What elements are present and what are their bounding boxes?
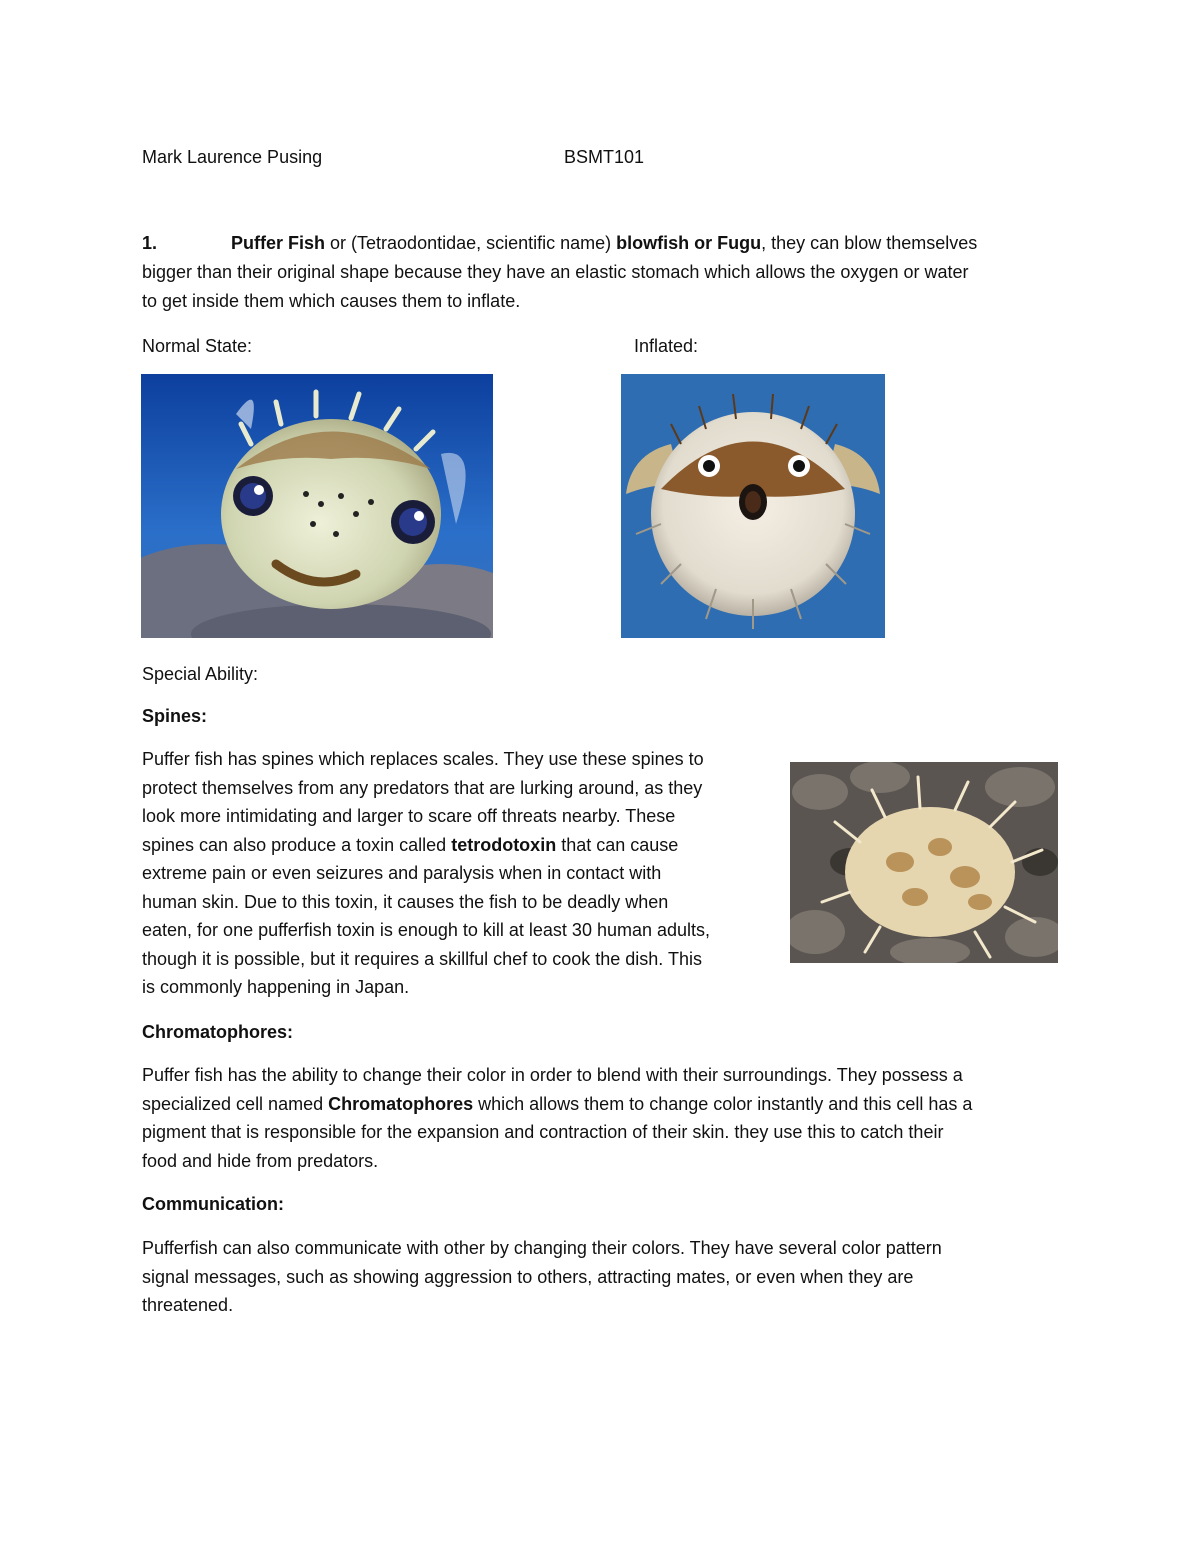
intro-line-3: to get inside them which causes them to inflate. bbox=[142, 291, 521, 311]
tetrodotoxin-term: tetrodotoxin bbox=[451, 834, 557, 855]
spines-heading-text: Spines: bbox=[142, 706, 208, 726]
blowfish-term: blowfish or Fugu bbox=[616, 233, 762, 253]
normal-state-caption: Normal State: bbox=[142, 336, 253, 356]
spines-line-6: human skin. Due to this toxin, it causes the fish to be deadly when bbox=[142, 891, 669, 912]
chromatophores-heading bbox=[142, 1018, 293, 1047]
dried-pufferfish-photo bbox=[790, 762, 1058, 963]
spines-line-1: Puffer fish has spines which replaces scales. They use these spines to bbox=[142, 749, 704, 769]
communication-heading bbox=[142, 1190, 284, 1219]
spines-line-4-pre: spines can also produce a toxin called bbox=[142, 834, 452, 855]
spines-paragraph bbox=[142, 745, 782, 1002]
normal-pufferfish-photo bbox=[141, 374, 493, 638]
spines-line-4-post: that can cause bbox=[556, 834, 679, 855]
communication-line-2: signal messages, such as showing aggression to others, attracting mates, or even when they are bbox=[142, 1266, 914, 1287]
chromatophores-heading-text: Chromatophores: bbox=[142, 1022, 294, 1042]
course-code: BSMT101 bbox=[564, 147, 645, 167]
inflated-caption: Inflated: bbox=[634, 336, 699, 356]
spines-line-8: though it is possible, but it requires a skillful chef to cook the dish. This bbox=[142, 948, 702, 969]
chromatophores-line-4: food and hide from predators. bbox=[142, 1150, 379, 1171]
intro-line-2: bigger than their original shape because they have an elastic stomach which allows the oxygen or water bbox=[142, 262, 969, 282]
chromatophores-line-2-pre: specialized cell named bbox=[142, 1093, 329, 1114]
spines-line-7: eaten, for one pufferfish toxin is enough to kill at least 30 human adults, bbox=[142, 920, 711, 940]
chromatophores-line-1: Puffer fish has the ability to change their color in order to blend with their surroundings. They possess a bbox=[142, 1065, 963, 1085]
spines-line-2: protect themselves from any predators that are lurking around, as they bbox=[142, 777, 703, 798]
chromatophores-line-2-post: which allows them to change color instantly and this cell has a bbox=[473, 1093, 973, 1114]
intro-text-1: or (Tetraodontidae, scientific name) bbox=[325, 233, 617, 253]
communication-line-1: Pufferfish can also communicate with other by changing their colors. They have several color pattern bbox=[142, 1238, 942, 1258]
puffer-fish-term: Puffer Fish bbox=[231, 233, 326, 253]
special-ability-label: Special Ability: bbox=[142, 664, 259, 684]
author-name: Mark Laurence Pusing bbox=[142, 147, 323, 167]
spines-line-9: is commonly happening in Japan. bbox=[142, 977, 410, 997]
spines-line-5: extreme pain or even seizures and paralysis when in contact with bbox=[142, 863, 662, 883]
chromatophores-term: Chromatophores bbox=[328, 1093, 474, 1114]
communication-line-3: threatened. bbox=[142, 1295, 234, 1315]
intro-line-1 bbox=[142, 229, 1082, 258]
inflated-pufferfish-photo bbox=[621, 374, 885, 638]
item-number: 1. bbox=[142, 233, 158, 253]
intro-text-2: , they can blow themselves bbox=[761, 233, 978, 253]
spines-line-4 bbox=[142, 831, 782, 860]
communication-heading-text: Communication: bbox=[142, 1194, 284, 1214]
chromatophores-paragraph bbox=[142, 1061, 1082, 1175]
spines-line-3: look more intimidating and larger to scare off threats nearby. These bbox=[142, 806, 676, 826]
chromatophores-line-2 bbox=[142, 1090, 1082, 1119]
chromatophores-line-3: pigment that is responsible for the expansion and contraction of their skin. they use this to catch their bbox=[142, 1122, 944, 1142]
spines-heading bbox=[142, 702, 207, 731]
communication-paragraph bbox=[142, 1234, 1082, 1320]
